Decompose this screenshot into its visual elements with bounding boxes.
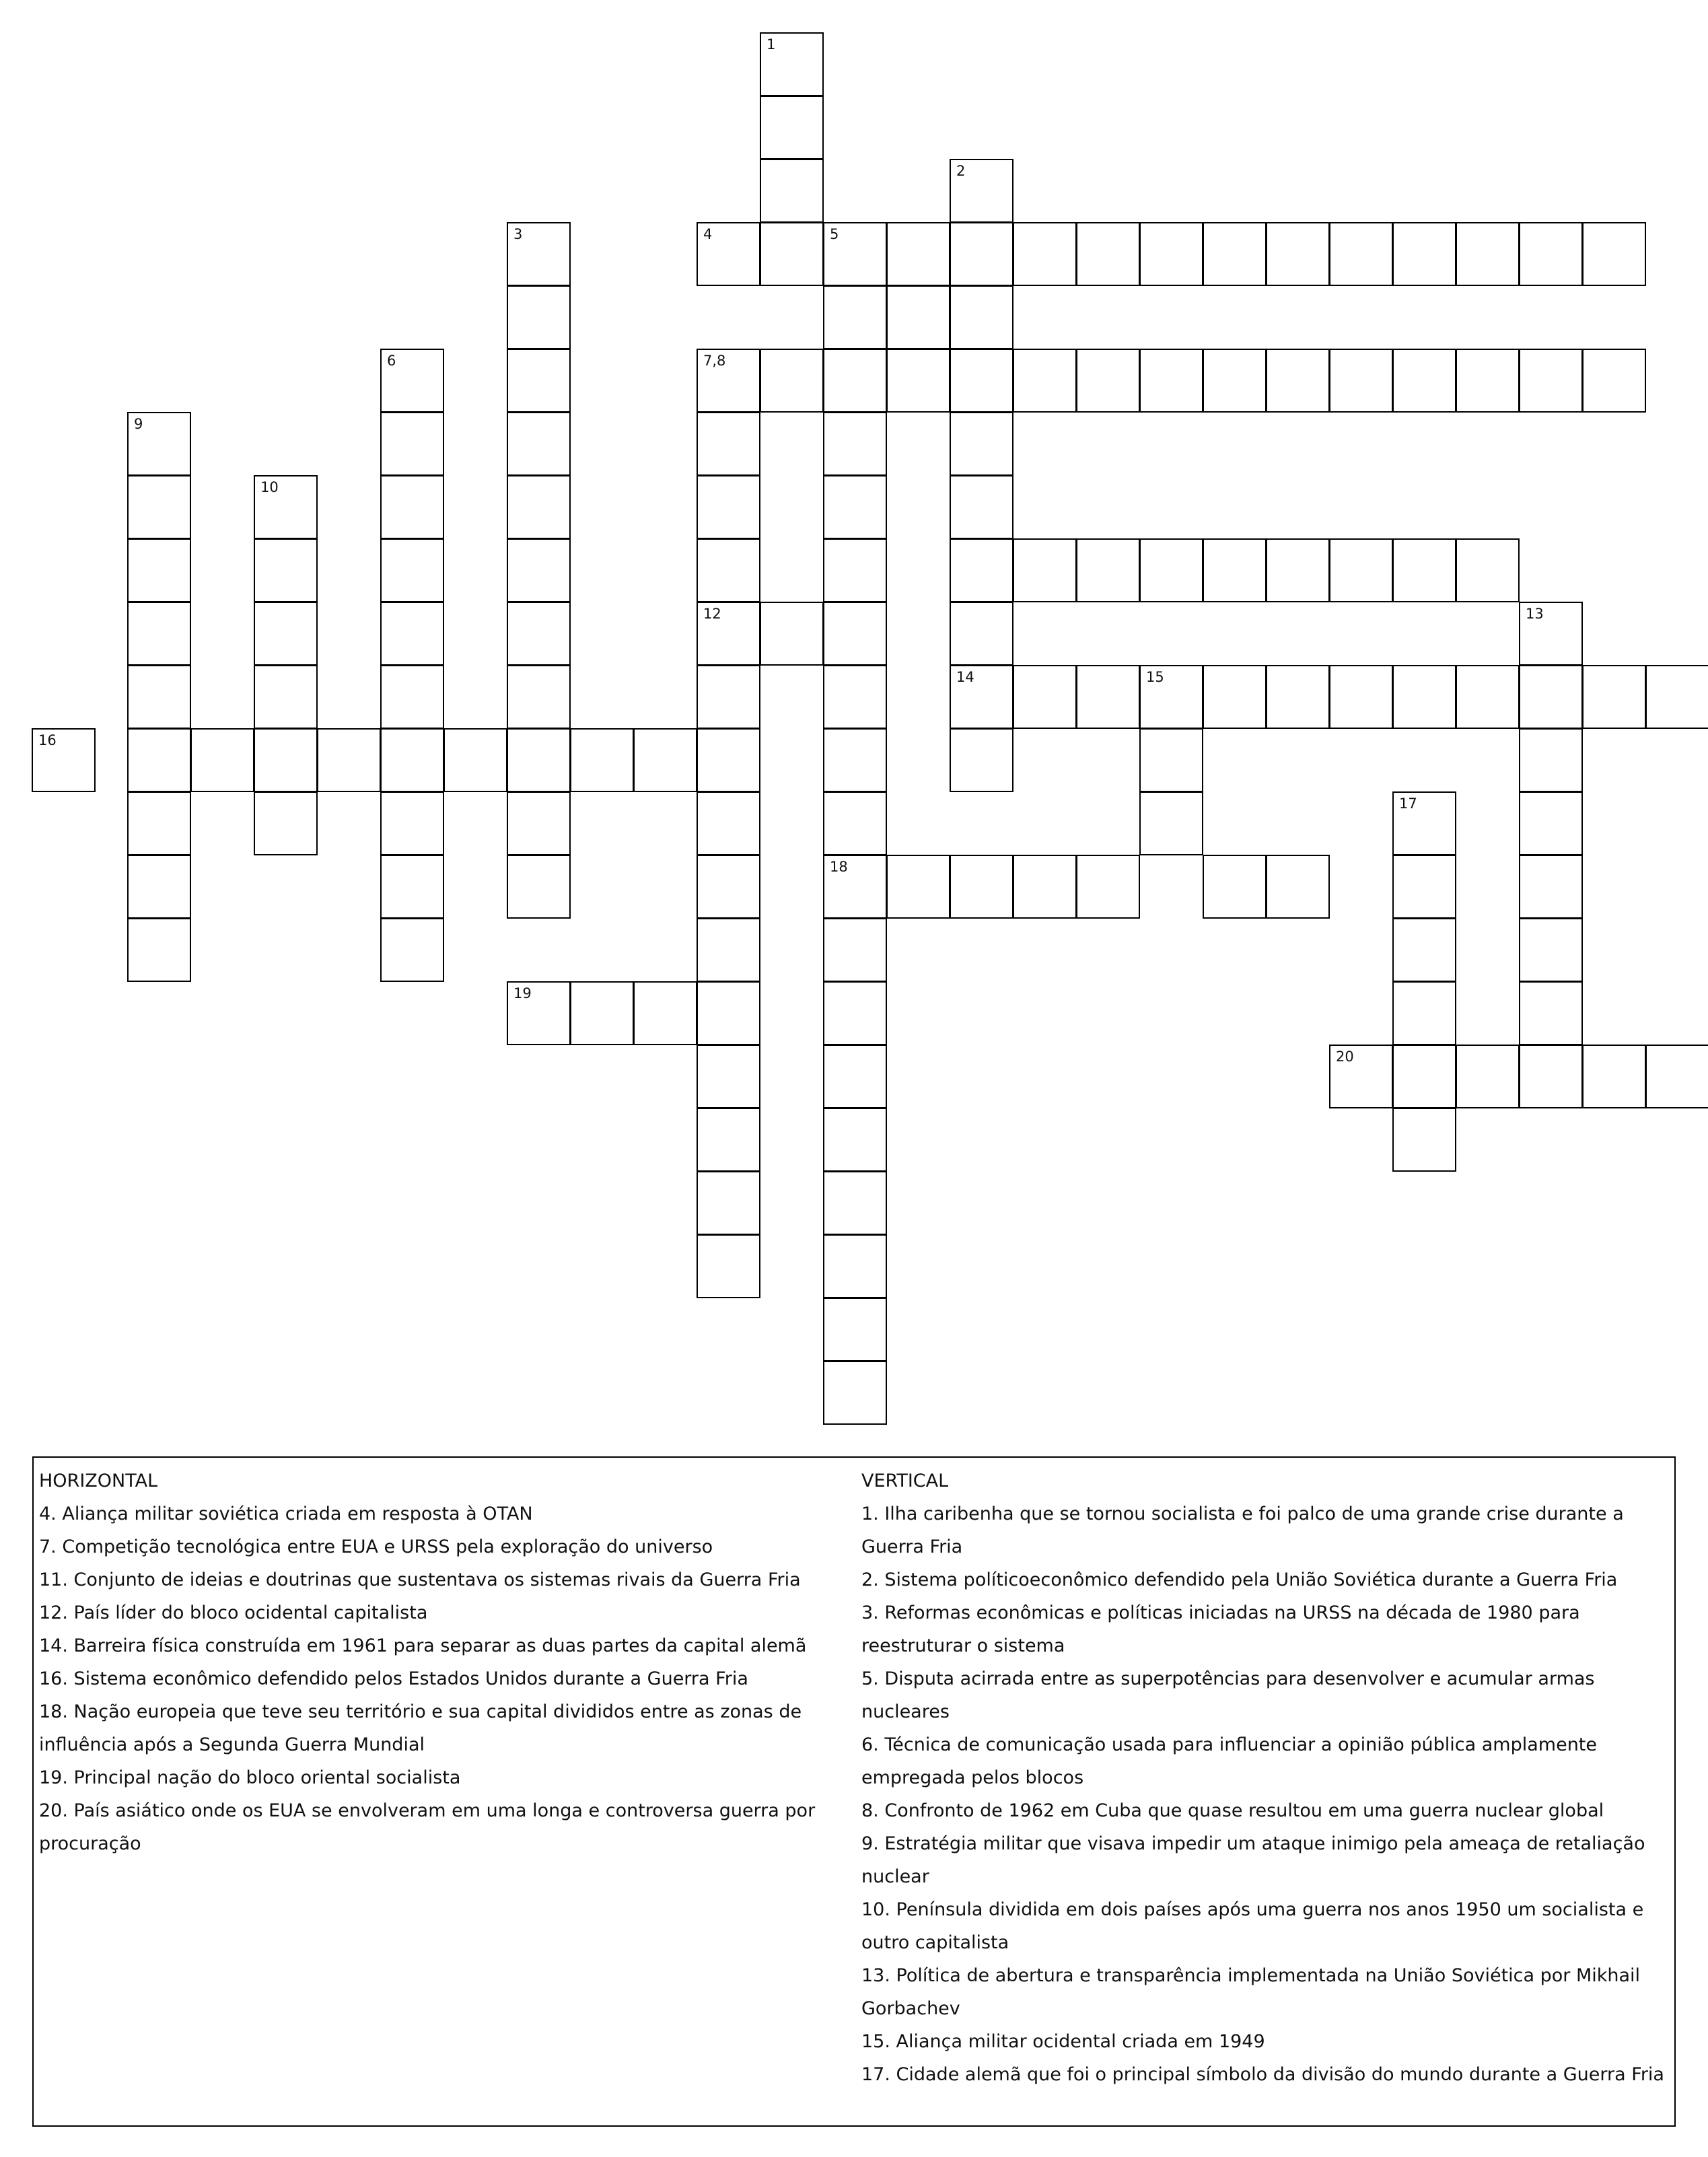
crossword-cell[interactable] <box>1076 349 1140 413</box>
clue-number: 1 <box>767 36 776 52</box>
crossword-cell[interactable] <box>823 791 887 855</box>
clues-box <box>32 1456 1676 2127</box>
crossword-cell[interactable] <box>1013 538 1077 602</box>
crossword-cell[interactable] <box>507 665 571 729</box>
crossword-cell-1[interactable] <box>760 32 824 96</box>
crossword-cell[interactable] <box>1456 538 1520 602</box>
crossword-cell[interactable] <box>190 728 254 792</box>
crossword-cell[interactable] <box>1076 222 1140 286</box>
crossword-cell-18[interactable] <box>823 855 887 919</box>
crossword-cell[interactable] <box>950 728 1013 792</box>
crossword-cell[interactable] <box>254 665 318 729</box>
crossword-cell[interactable] <box>1519 981 1583 1045</box>
crossword-cell-19[interactable] <box>507 981 571 1045</box>
crossword-cell[interactable] <box>254 538 318 602</box>
crossword-cell-16[interactable] <box>32 728 96 792</box>
crossword-cell[interactable] <box>1519 918 1583 982</box>
clue-v13: 13. Política de abertura e transparência implementada na União Soviética por Mikhail Gorbachev <box>861 1965 1641 2019</box>
clue-number: 14 <box>956 669 974 685</box>
crossword-cell[interactable] <box>1139 791 1203 855</box>
crossword-cell[interactable] <box>760 602 824 666</box>
crossword-cell[interactable] <box>127 538 191 602</box>
crossword-cell[interactable] <box>886 285 950 349</box>
horizontal-clues <box>39 1464 833 1860</box>
crossword-cell[interactable] <box>633 981 697 1045</box>
crossword-cell[interactable] <box>697 1045 760 1108</box>
crossword-cell[interactable] <box>1392 918 1456 982</box>
crossword-cell[interactable] <box>823 1234 887 1298</box>
clue-number: 5 <box>830 226 839 242</box>
crossword-cell[interactable] <box>380 918 444 982</box>
crossword-cell[interactable] <box>823 1361 887 1425</box>
crossword-cell[interactable] <box>950 602 1013 666</box>
crossword-cell[interactable] <box>1266 665 1330 729</box>
crossword-cell[interactable] <box>950 475 1013 539</box>
crossword-cell[interactable] <box>507 475 571 539</box>
crossword-cell[interactable] <box>1203 855 1267 919</box>
crossword-cell[interactable] <box>1139 349 1203 413</box>
clue-h4: 4. Aliança militar soviética criada em resposta à OTAN <box>39 1504 533 1524</box>
crossword-cell-3[interactable] <box>507 222 571 286</box>
crossword-cell[interactable] <box>254 791 318 855</box>
crossword-cell[interactable] <box>823 665 887 729</box>
crossword-cell[interactable] <box>1456 349 1520 413</box>
crossword-cell-4[interactable] <box>697 222 760 286</box>
crossword-cell[interactable] <box>823 1045 887 1108</box>
crossword-cell[interactable] <box>1645 665 1708 729</box>
clue-number: 4 <box>703 226 713 242</box>
crossword-cell[interactable] <box>823 1298 887 1362</box>
clue-number: 7,8 <box>703 353 726 369</box>
crossword-cell[interactable] <box>823 918 887 982</box>
clue-v6: 6. Técnica de comunicação usada para influenciar a opinião pública amplamente empregada pelos blocos <box>861 1734 1597 1788</box>
crossword-cell[interactable] <box>1456 1045 1520 1108</box>
crossword-cell[interactable] <box>1139 538 1203 602</box>
crossword-cell[interactable] <box>1392 349 1456 413</box>
clue-v15: 15. Aliança militar ocidental criada em 1949 <box>861 2031 1265 2052</box>
vertical-clues <box>861 1464 1669 2091</box>
clue-v17: 17. Cidade alemã que foi o principal símbolo da divisão do mundo durante a Guerra Fria <box>861 2064 1664 2085</box>
crossword-cell[interactable] <box>1645 1045 1708 1108</box>
crossword-cell[interactable] <box>127 665 191 729</box>
clue-number: 18 <box>830 859 848 875</box>
crossword-cell-6[interactable] <box>380 349 444 413</box>
crossword-cell[interactable] <box>760 222 824 286</box>
clue-h11: 11. Conjunto de ideias e doutrinas que sustentava os sistemas rivais da Guerra Fria <box>39 1569 801 1590</box>
crossword-cell[interactable] <box>823 412 887 476</box>
clue-h14: 14. Barreira física construída em 1961 para separar as duas partes da capital alemã <box>39 1635 807 1656</box>
crossword-cell[interactable] <box>127 728 191 792</box>
crossword-cell[interactable] <box>380 665 444 729</box>
crossword-cell-13[interactable] <box>1519 602 1583 666</box>
crossword-cell[interactable] <box>823 285 887 349</box>
clue-v8: 8. Confronto de 1962 em Cuba que quase resultou em uma guerra nuclear global <box>861 1800 1604 1821</box>
crossword-cell[interactable] <box>760 159 824 223</box>
crossword-cell[interactable] <box>1519 1045 1583 1108</box>
crossword-cell-10[interactable] <box>254 475 318 539</box>
crossword-cell[interactable] <box>127 475 191 539</box>
crossword-cell[interactable] <box>1519 728 1583 792</box>
crossword-cell[interactable] <box>1329 665 1393 729</box>
clue-v2: 2. Sistema políticoeconômico defendido pela União Soviética durante a Guerra Fria <box>861 1569 1618 1590</box>
crossword-cell[interactable] <box>380 855 444 919</box>
crossword-cell[interactable] <box>697 412 760 476</box>
crossword-cell[interactable] <box>1329 538 1393 602</box>
crossword-cell[interactable] <box>823 1108 887 1172</box>
crossword-cell[interactable] <box>1392 855 1456 919</box>
crossword-cell[interactable] <box>886 222 950 286</box>
crossword-cell[interactable] <box>380 412 444 476</box>
crossword-cell[interactable] <box>1076 538 1140 602</box>
crossword-cell-5[interactable] <box>823 222 887 286</box>
crossword-cell[interactable] <box>950 412 1013 476</box>
crossword-cell[interactable] <box>697 538 760 602</box>
crossword-cell[interactable] <box>697 1171 760 1235</box>
clue-h12: 12. País líder do bloco ocidental capitalista <box>39 1602 428 1623</box>
crossword-cell[interactable] <box>1266 349 1330 413</box>
crossword-cell[interactable] <box>507 538 571 602</box>
crossword-cell[interactable] <box>1519 855 1583 919</box>
crossword-cell[interactable] <box>1392 538 1456 602</box>
crossword-cell[interactable] <box>1139 222 1203 286</box>
clue-number: 16 <box>38 732 57 748</box>
crossword-cell[interactable] <box>1392 1045 1456 1108</box>
crossword-cell-12[interactable] <box>697 602 760 666</box>
crossword-cell[interactable] <box>380 728 444 792</box>
crossword-cell[interactable] <box>823 538 887 602</box>
clue-number: 20 <box>1336 1049 1354 1065</box>
crossword-cell[interactable] <box>127 791 191 855</box>
clue-h19: 19. Principal nação do bloco oriental socialista <box>39 1767 461 1788</box>
crossword-cell[interactable] <box>823 1171 887 1235</box>
crossword-cell[interactable] <box>507 285 571 349</box>
crossword-cell[interactable] <box>570 728 634 792</box>
crossword-cell[interactable] <box>1519 791 1583 855</box>
crossword-cell[interactable] <box>950 222 1013 286</box>
crossword-cell[interactable] <box>823 349 887 413</box>
crossword-cell[interactable] <box>886 855 950 919</box>
crossword-cell-14[interactable] <box>950 665 1013 729</box>
crossword-cell[interactable] <box>1329 222 1393 286</box>
crossword-cell[interactable] <box>127 918 191 982</box>
crossword-cell[interactable] <box>697 1234 760 1298</box>
crossword-cell[interactable] <box>823 981 887 1045</box>
crossword-cell[interactable] <box>1456 222 1520 286</box>
clue-number: 9 <box>134 416 143 432</box>
crossword-cell[interactable] <box>380 475 444 539</box>
clue-h7: 7. Competição tecnológica entre EUA e URSS pela exploração do universo <box>39 1536 713 1557</box>
crossword-cell[interactable] <box>823 475 887 539</box>
clue-v1: 1. Ilha caribenha que se tornou socialista e foi palco de uma grande crise durante a Guerra Fria <box>861 1504 1624 1557</box>
crossword-cell[interactable] <box>697 791 760 855</box>
crossword-cell[interactable] <box>1519 665 1583 729</box>
crossword-cell[interactable] <box>697 918 760 982</box>
clue-v5: 5. Disputa acirrada entre as superpotências para desenvolver e acumular armas nucleares <box>861 1668 1595 1722</box>
crossword-cell[interactable] <box>1392 665 1456 729</box>
crossword-cell[interactable] <box>697 855 760 919</box>
crossword-cell[interactable] <box>697 728 760 792</box>
crossword-cell[interactable] <box>1139 728 1203 792</box>
crossword-cell[interactable] <box>950 285 1013 349</box>
clue-number: 6 <box>387 353 396 369</box>
crossword-cell[interactable] <box>697 1108 760 1172</box>
crossword-cell[interactable] <box>1013 665 1077 729</box>
crossword-cell[interactable] <box>507 728 571 792</box>
crossword-cell[interactable] <box>507 349 571 413</box>
crossword-cell[interactable] <box>1456 665 1520 729</box>
crossword-cell[interactable] <box>380 602 444 666</box>
crossword-cell[interactable] <box>380 791 444 855</box>
crossword-cell-15[interactable] <box>1139 665 1203 729</box>
crossword-cell[interactable] <box>507 602 571 666</box>
crossword-cell[interactable] <box>1266 538 1330 602</box>
crossword-cell[interactable] <box>886 349 950 413</box>
crossword-cell[interactable] <box>950 538 1013 602</box>
crossword-cell[interactable] <box>823 728 887 792</box>
clue-v3: 3. Reformas econômicas e políticas iniciadas na URSS na década de 1980 para reestruturar o sistema <box>861 1602 1580 1656</box>
crossword-cell[interactable] <box>950 349 1013 413</box>
crossword-cell[interactable] <box>507 855 571 919</box>
crossword-cell[interactable] <box>697 981 760 1045</box>
clue-number: 12 <box>703 606 721 622</box>
crossword-cell[interactable] <box>570 981 634 1045</box>
crossword-cell[interactable] <box>1582 665 1646 729</box>
crossword-cell[interactable] <box>507 412 571 476</box>
crossword-cell[interactable] <box>507 791 571 855</box>
crossword-cell[interactable] <box>950 855 1013 919</box>
crossword-cell[interactable] <box>1582 349 1646 413</box>
clue-v10: 10. Península dividida em dois países após uma guerra nos anos 1950 um socialista e outro capitalista <box>861 1899 1644 1953</box>
crossword-cell[interactable] <box>760 349 824 413</box>
clue-number: 15 <box>1146 669 1164 685</box>
crossword-cell[interactable] <box>1203 349 1267 413</box>
crossword-cell[interactable] <box>254 728 318 792</box>
clue-h20: 20. País asiático onde os EUA se envolveram em uma longa e controversa guerra por procuração <box>39 1800 816 1854</box>
crossword-cell[interactable] <box>1076 855 1140 919</box>
crossword-cell[interactable] <box>1266 222 1330 286</box>
crossword-cell-7-8[interactable] <box>697 349 760 413</box>
crossword-cell[interactable] <box>1392 981 1456 1045</box>
crossword-cell-17[interactable] <box>1392 791 1456 855</box>
crossword-cell[interactable] <box>1392 222 1456 286</box>
crossword-cell[interactable] <box>1203 538 1267 602</box>
crossword-cell[interactable] <box>633 728 697 792</box>
crossword-cell[interactable] <box>1392 1108 1456 1172</box>
crossword-cell[interactable] <box>760 96 824 160</box>
clue-number: 10 <box>260 479 279 495</box>
clue-number: 2 <box>956 163 966 179</box>
crossword-cell-20[interactable] <box>1329 1045 1393 1108</box>
crossword-cell[interactable] <box>380 538 444 602</box>
crossword-cell[interactable] <box>1519 349 1583 413</box>
clue-v9: 9. Estratégia militar que visava impedir um ataque inimigo pela ameaça de retaliação nuclear <box>861 1833 1645 1887</box>
crossword-cell[interactable] <box>127 855 191 919</box>
clue-number: 3 <box>513 226 523 242</box>
clue-h18: 18. Nação europeia que teve seu território e sua capital divididos entre as zonas de influência após a Segunda Guerra Mundial <box>39 1701 802 1755</box>
crossword-cell[interactable] <box>1203 222 1267 286</box>
crossword-cell[interactable] <box>1076 665 1140 729</box>
crossword-cell[interactable] <box>1266 855 1330 919</box>
crossword-cell[interactable] <box>697 665 760 729</box>
crossword-cell[interactable] <box>1329 349 1393 413</box>
clue-number: 13 <box>1526 606 1544 622</box>
crossword-cell[interactable] <box>1582 222 1646 286</box>
vertical-heading: VERTICAL <box>861 1471 949 1491</box>
crossword-cell-9[interactable] <box>127 412 191 476</box>
crossword-cell[interactable] <box>697 475 760 539</box>
crossword-cell[interactable] <box>254 602 318 666</box>
horizontal-heading: HORIZONTAL <box>39 1471 158 1491</box>
crossword-cell[interactable] <box>1582 1045 1646 1108</box>
crossword-cell[interactable] <box>823 602 887 666</box>
crossword-cell[interactable] <box>317 728 381 792</box>
crossword-cell[interactable] <box>443 728 507 792</box>
clue-number: 17 <box>1399 795 1417 812</box>
clue-h16: 16. Sistema econômico defendido pelos Estados Unidos durante a Guerra Fria <box>39 1668 748 1689</box>
crossword-cell[interactable] <box>1013 222 1077 286</box>
crossword-cell[interactable] <box>1519 222 1583 286</box>
crossword-cell[interactable] <box>127 602 191 666</box>
crossword-cell[interactable] <box>1013 349 1077 413</box>
crossword-cell[interactable] <box>1013 855 1077 919</box>
clue-number: 19 <box>513 985 532 1001</box>
crossword-cell-2[interactable] <box>950 159 1013 223</box>
crossword-cell[interactable] <box>1203 665 1267 729</box>
